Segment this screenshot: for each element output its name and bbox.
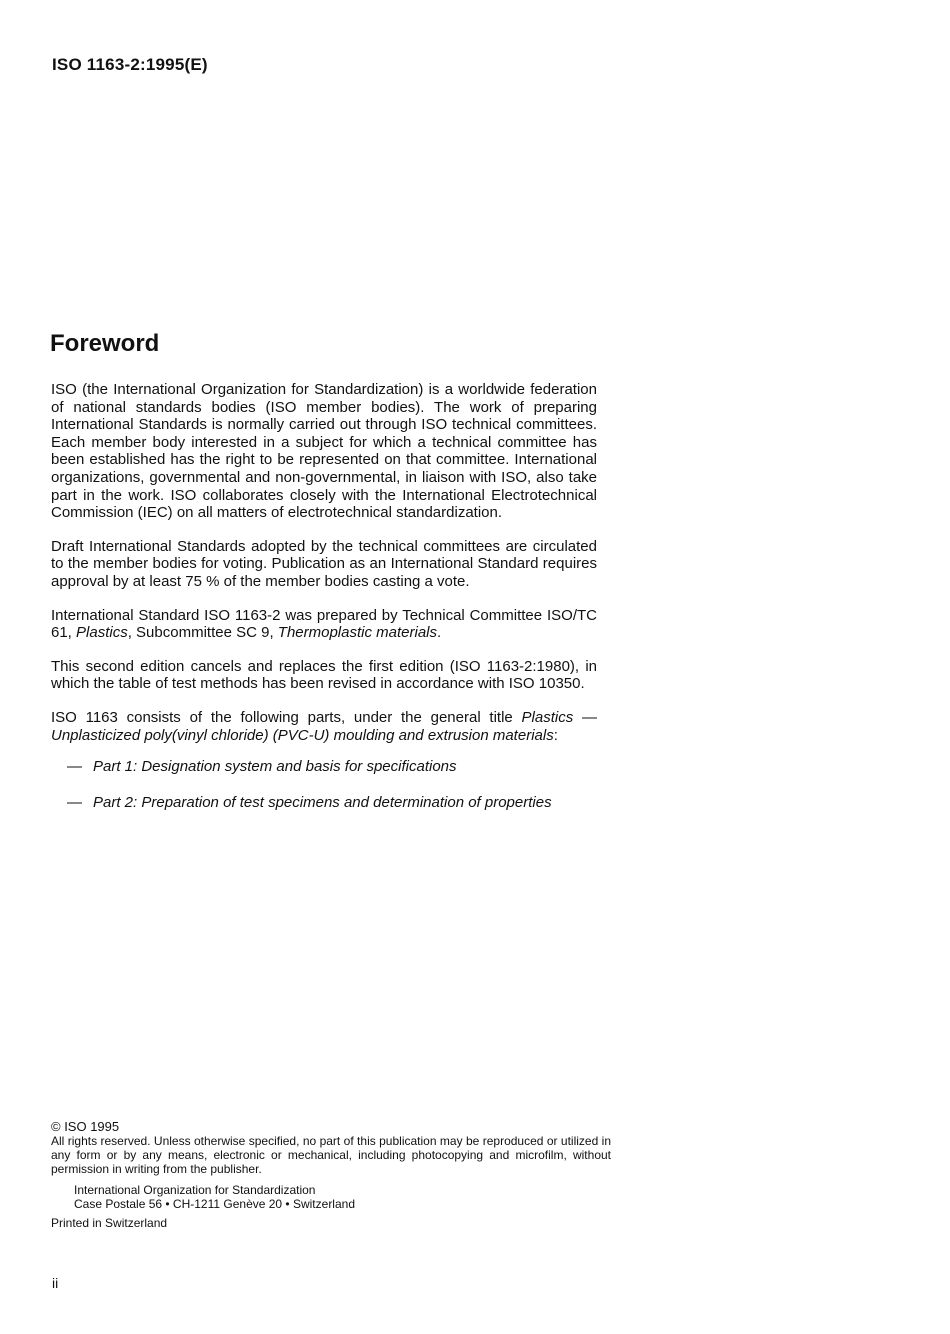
- printed-in: Printed in Switzerland: [51, 1216, 168, 1230]
- part-1-title: Part 1: Designation system and basis for specifications: [93, 758, 457, 776]
- foreword-heading: Foreword: [50, 330, 160, 357]
- paragraph-second-edition: This second edition cancels and replaces the first edition (ISO 1163-2:1980), in which the table of test methods has been revised in accordance with ISO 10350.: [51, 657, 597, 693]
- paragraph-prepared-by: [51, 607, 597, 642]
- list-dash: —: [67, 758, 82, 776]
- foreword-body: [51, 381, 597, 829]
- list-item-part-1: [51, 758, 597, 776]
- list-dash: —: [67, 793, 82, 811]
- part-2-title: Part 2: Preparation of test specimens and determination of properties: [93, 793, 552, 811]
- prepared-by-text: International Standard ISO 1163-2 was prepared by Technical Committee ISO/TC 61,: [51, 606, 597, 642]
- publisher-block: [74, 1183, 611, 1211]
- publisher-name: International Organization for Standardization: [74, 1183, 316, 1197]
- parts-intro-text: ISO 1163 consists of the following parts, under the general title: [51, 708, 522, 726]
- publisher-address: Case Postale 56 • CH-1211 Genève 20 • Switzerland: [74, 1197, 355, 1211]
- paragraph-parts-intro: [51, 709, 597, 744]
- page-number: ii: [52, 1275, 59, 1291]
- paragraph-draft-standards: Draft International Standards adopted by the technical committees are circulated to the member bodies for voting. Publication as an International Standard requires approval by at least 75 % of the member bodies casting a vote.: [51, 537, 597, 590]
- paragraph-iso-intro: ISO (the International Organization for Standardization) is a worldwide federation of national standards bodies (ISO member bodies). The work of preparing International Standards is normally carried out through ISO technical committees. Each member body interested in a subject for which a technical committee has been established has the right to be represented on that committee. International organizations, governmental and non-governmental, in liaison with ISO, also take part in the work. ISO collaborates closely with the International Electrotechnical Commission (IEC) on all matters of electrotechnical standardization.: [51, 381, 597, 522]
- copyright-footer: [51, 1120, 611, 1230]
- document-identifier: ISO 1163-2:1995(E): [52, 55, 208, 74]
- committee-name: Plastics: [76, 624, 128, 642]
- subcommittee-text: , Subcommittee SC 9,: [127, 624, 278, 642]
- prepared-by-end: .: [437, 624, 442, 642]
- subcommittee-name: Thermoplastic materials: [277, 624, 437, 642]
- rights-notice: All rights reserved. Unless otherwise specified, no part of this publication may be reproduced or utilized in any form or by any means, electronic or mechanical, including photocopying and microfilm, without permission in writing from the publisher.: [51, 1134, 611, 1176]
- list-item-part-2: [51, 794, 597, 812]
- copyright-line: © ISO 1995: [51, 1119, 120, 1134]
- parts-intro-end: :: [553, 726, 558, 744]
- general-title: Plastics — Unplasticized poly(vinyl chloride) (PVC-U) moulding and extrusion materials: [51, 708, 597, 744]
